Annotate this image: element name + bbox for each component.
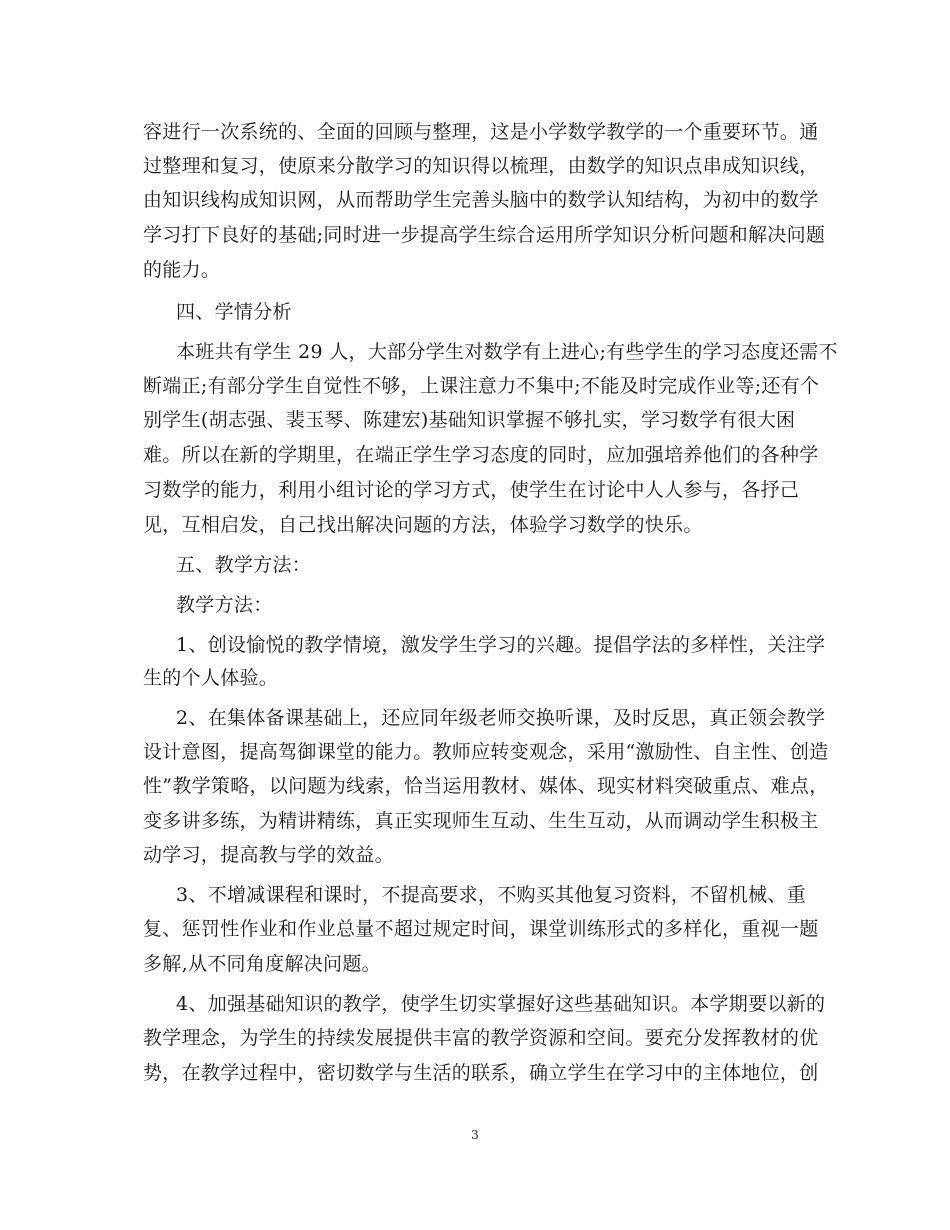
text-line: 的能力。: [143, 259, 221, 281]
text-line: 性”教学策略，以问题为线索，恰当运用教材、媒体、现实材料突破重点、难点，: [143, 775, 829, 797]
text-line: 多解,从不同角度解决问题。: [143, 953, 381, 975]
text-line: 别学生(胡志强、裴玉琴、陈建宏)基础知识掌握不够扎实，学习数学有很大困: [143, 409, 796, 431]
text-line: 过整理和复习，使原来分散学习的知识得以梳理，由数学的知识点串成知识线，: [143, 155, 819, 177]
text-line: 1、创设愉悦的教学情境，激发学生学习的兴趣。提倡学法的多样性，关注学: [176, 634, 826, 656]
text-line: 变多讲多练，为精讲精练，真正实现师生互动、生生互动，从而调动学生积极主: [143, 810, 819, 832]
text-line: 3、不增减课程和课时，不提高要求，不购买其他复习资料，不留机械、重: [176, 884, 806, 906]
text-line: 势，在教学过程中，密切数学与生活的联系，确立学生在学习中的主体地位，创: [143, 1062, 819, 1084]
section-heading: 五、教学方法：: [176, 554, 312, 576]
text-line: 生的个人体验。: [143, 667, 279, 689]
section-heading: 四、学情分析: [176, 301, 292, 323]
text-line: 本班共有学生 29 人，大部分学生对数学有上进心;有些学生的学习态度还需不: [176, 341, 838, 363]
text-line: 难。所以在新的学期里，在端正学生学习态度的同时，应加强培养他们的各种学: [143, 444, 819, 466]
text-line: 由知识线构成知识网，从而帮助学生完善头脑中的数学认知结构，为初中的数学: [143, 189, 819, 211]
text-line: 见，互相启发，自己找出解决问题的方法，体验学习数学的快乐。: [143, 514, 703, 536]
subheading: 教学方法：: [176, 594, 273, 616]
page-number: 3: [471, 1128, 479, 1142]
text-line: 动学习，提高教与学的效益。: [143, 844, 394, 866]
text-line: 习数学的能力，利用小组讨论的学习方式，使学生在讨论中人人参与，各抒己: [143, 479, 800, 501]
text-line: 2、在集体备课基础上，还应同年级老师交换听课，及时反思，真正领会教学: [176, 707, 826, 729]
text-line: 4、加强基础知识的教学，使学生切实掌握好这些基础知识。本学期要以新的: [176, 993, 826, 1015]
text-line: 复、惩罚性作业和作业总量不超过规定时间，课堂训练形式的多样化，重视一题: [143, 918, 819, 940]
text-line: 学习打下良好的基础;同时进一步提高学生综合运用所学知识分析问题和解决问题: [143, 224, 826, 246]
text-line: 设计意图，提高驾御课堂的能力。教师应转变观念，采用“激励性、自主性、创造: [143, 741, 829, 763]
text-line: 容进行一次系统的、全面的回顾与整理，这是小学数学教学的一个重要环节。通: [143, 121, 819, 143]
text-line: 断端正;有部分学生自觉性不够，上课注意力不集中;不能及时完成作业等;还有个: [143, 375, 820, 397]
text-line: 教学理念，为学生的持续发展提供丰富的教学资源和空间。要充分发挥教材的优: [143, 1027, 819, 1049]
